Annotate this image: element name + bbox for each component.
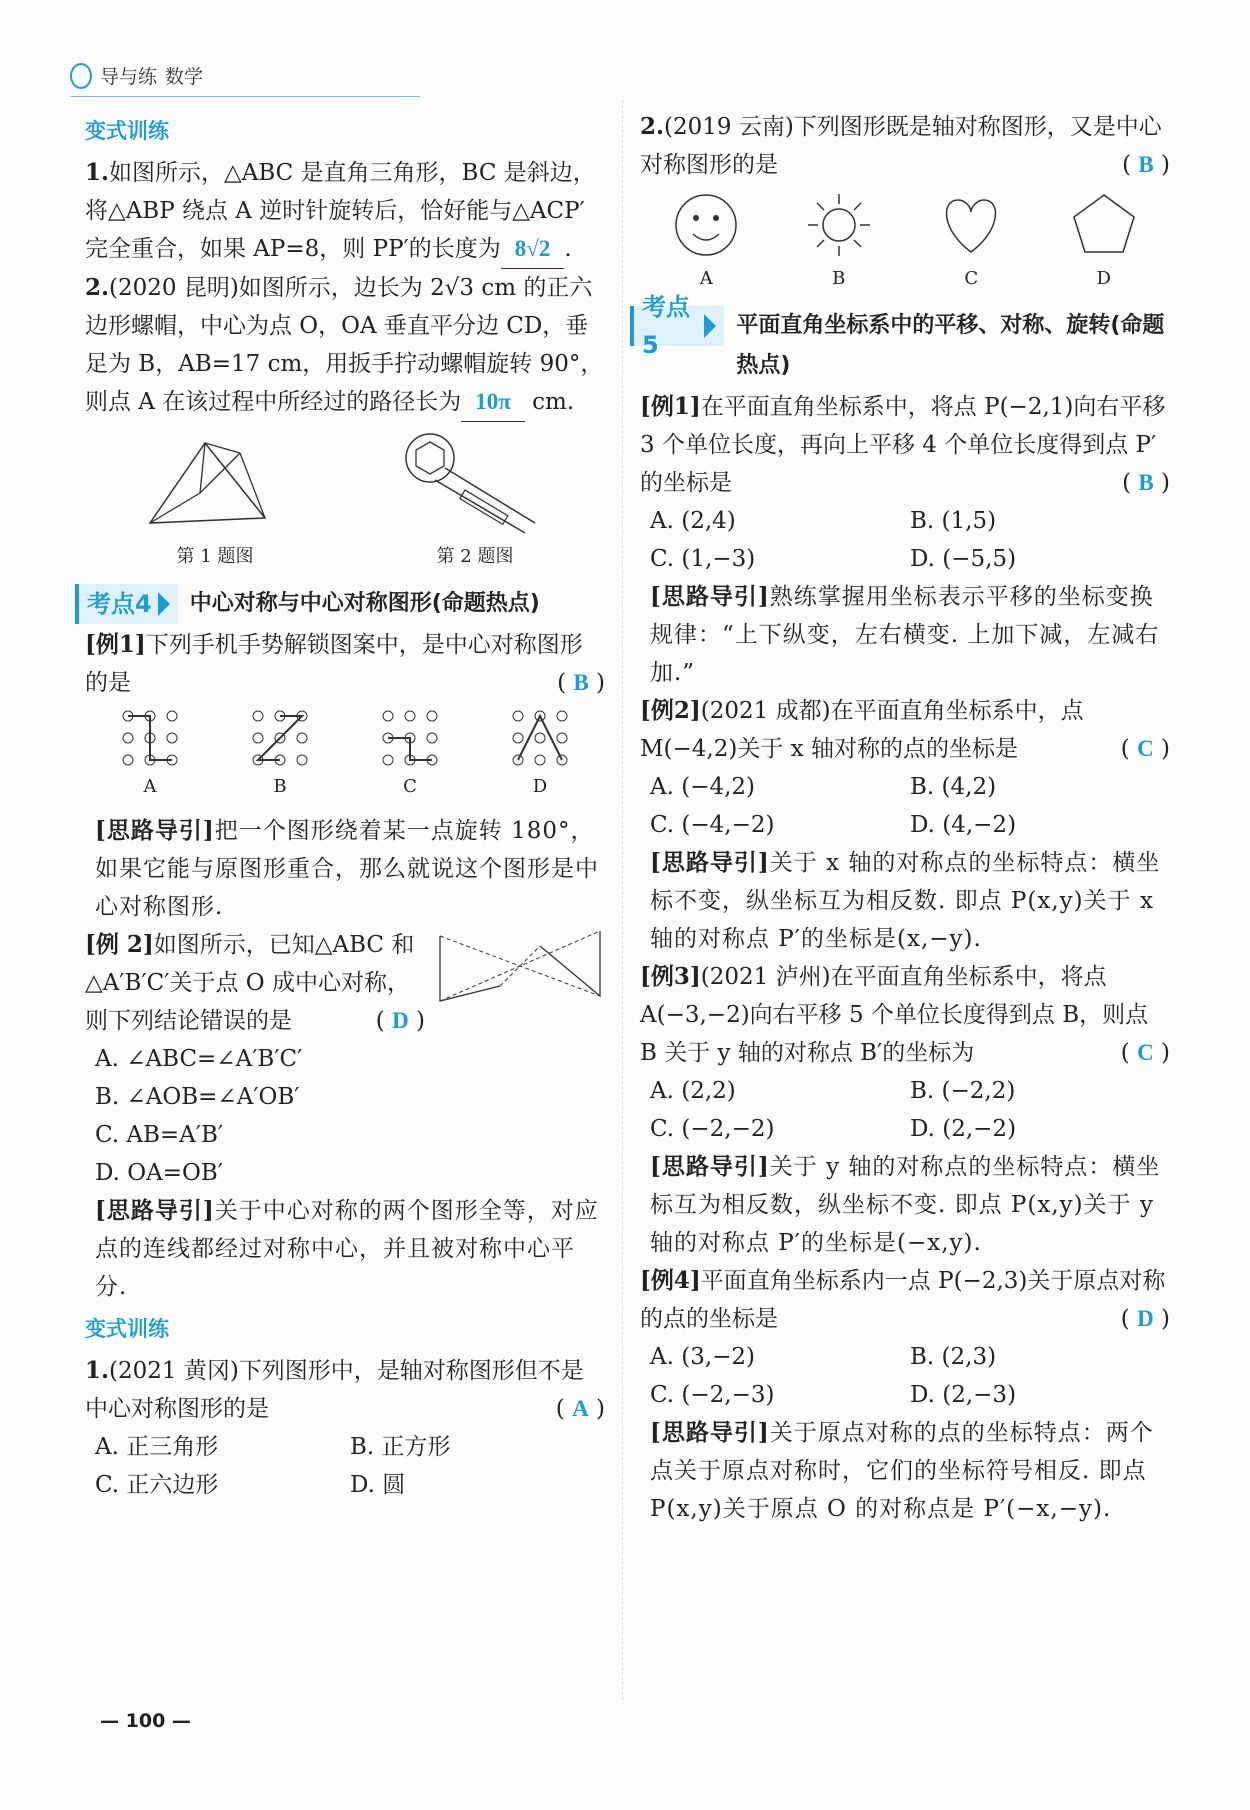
shape-option-a (671, 190, 741, 298)
central-symmetry-diagram (435, 926, 605, 1016)
example-2-wrap (85, 926, 605, 1040)
example-2-options (85, 1040, 605, 1192)
question-tail: . (564, 236, 572, 262)
section-practice-1: 变式训练 (85, 119, 169, 143)
question-1 (85, 154, 605, 269)
option: A. (2,2) (650, 1078, 736, 1104)
option: C. (−4,−2) (650, 812, 775, 838)
hint-block (640, 1148, 1170, 1262)
answer-paren: ( C ) (1120, 736, 1170, 762)
question-number: 1. (85, 1357, 110, 1384)
answer: B (1138, 152, 1154, 177)
question-text: (2019 云南)下列图形既是轴对称图形，又是中心对称图形的是 (640, 114, 1162, 178)
option: B. (4,2) (910, 774, 997, 800)
option: A. 正三角形 (95, 1434, 219, 1460)
hint-tag: [思路导引] (95, 817, 215, 844)
shape-option-row (640, 190, 1170, 298)
right-column (640, 108, 1170, 1528)
answer: 8√2 (514, 236, 551, 261)
key-point-4 (75, 584, 605, 624)
question-tail: cm. (532, 389, 575, 415)
option: A. (2,4) (650, 508, 736, 534)
answer: D (392, 1008, 409, 1033)
answer: B (1138, 470, 1154, 495)
example-text: 如图所示，已知△ABC 和△A′B′C′关于点 O 成中心对称，则下列结论错误的是 (85, 932, 415, 1034)
unlock-pattern-c (380, 708, 440, 806)
answer: 10π (475, 389, 511, 414)
practice-options (85, 1428, 605, 1504)
page-number: — 100 — (100, 1710, 191, 1732)
answer: C (1137, 736, 1154, 761)
hint-tag: [思路导引] (650, 1419, 770, 1446)
unlock-pattern-d (510, 708, 570, 806)
left-column (85, 108, 605, 1504)
answer-paren: ( D ) (375, 1008, 425, 1034)
question-number: 1. (85, 159, 110, 186)
key-point-badge (630, 293, 724, 359)
example-r4-options (640, 1338, 1170, 1414)
option: C. (1,−3) (650, 546, 756, 572)
header-rule (70, 96, 420, 97)
answer: D (1137, 1306, 1154, 1331)
pentagon-icon (1069, 190, 1139, 260)
hint-text: 关于中心对称的两个图形全等，对应点的连线都经过对称中心，并且被对称中心平分. (95, 1198, 599, 1300)
key-point-badge (75, 584, 178, 624)
example-text: (2021 泸州)在平面直角坐标系中，将点 A(−3,−2)向右平移 5 个单位长度得到点 B，则点 B 关于 y 轴的对称点 B′的坐标为 (640, 964, 1149, 1066)
key-point-badge-text: 考点5 (642, 293, 690, 359)
option: A. (−4,2) (650, 774, 756, 800)
unlock-pattern-icon (380, 708, 440, 768)
example-2 (85, 926, 425, 1040)
hint-block (640, 1414, 1170, 1528)
example-r1 (640, 388, 1170, 502)
hint-text: 关于 x 轴的对称点的坐标特点：横坐标不变，纵坐标互为相反数. 即点 P(x,y)关于 x 轴的对称点 P′的坐标是(x,−y). (650, 850, 1161, 952)
option-label: B (273, 776, 287, 797)
example-1 (85, 626, 605, 702)
key-point-5 (630, 293, 1170, 386)
unlock-pattern-b (250, 708, 310, 806)
option: D. (−5,5) (910, 546, 1017, 572)
question-text: (2020 昆明)如图所示，边长为 2√3 cm 的正六边形螺帽，中心为点 O，OA 垂直平分边 CD，垂足为 B，AB=17 cm，用扳手拧动螺帽旋转 90°，则点 A 在该过程中所经过的路径长为 (85, 275, 604, 415)
triangle-rotation-diagram (140, 428, 290, 538)
question-number: 2. (640, 113, 665, 140)
option-label: A (143, 776, 157, 797)
figure-1-caption: 第 1 题图 (176, 546, 254, 567)
example-tag: [例 2] (85, 931, 154, 958)
example-r3 (640, 958, 1170, 1072)
hint-block (640, 844, 1170, 958)
example-r1-options (640, 502, 1170, 578)
unlock-pattern-icon (250, 708, 310, 768)
hint-block (85, 1192, 605, 1306)
option: A. ∠ABC=∠A′B′C′ (95, 1046, 303, 1072)
example-text: (2021 成都)在平面直角坐标系中，点 M(−4,2)关于 x 轴对称的点的坐标是 (640, 698, 1084, 762)
section-practice-2: 变式训练 (85, 1317, 169, 1341)
smiley-face-icon (671, 190, 741, 260)
example-tag: [例4] (640, 1267, 701, 1294)
answer: B (573, 670, 589, 695)
hint-text: 把一个图形绕着某一点旋转 180°，如果它能与原图形重合，那么就说这个图形是中心对称图形. (95, 818, 599, 920)
option: A. (3,−2) (650, 1344, 756, 1370)
answer-paren: ( B ) (1122, 470, 1170, 496)
wrench-diagram (400, 428, 550, 538)
question-text: 如图所示，△ABC 是直角三角形，BC 是斜边，将△ABP 绕点 A 逆时针旋转后，恰好能与△ACP′完全重合，如果 AP=8，则 PP′的长度为 (85, 160, 596, 262)
answer: A (572, 1396, 589, 1421)
example-text: 下列手机手势解锁图案中，是中心对称图形的是 (85, 632, 583, 696)
option-label: D (1096, 268, 1111, 289)
hint-block (640, 578, 1170, 692)
key-point-title: 中心对称与中心对称图形(命题热点) (189, 591, 540, 616)
unlock-pattern-row (85, 708, 605, 806)
option: C. (−2,−3) (650, 1382, 775, 1408)
option: D. (4,−2) (910, 812, 1017, 838)
example-r3-options (640, 1072, 1170, 1148)
option-label: D (532, 776, 548, 797)
example-r2 (640, 692, 1170, 768)
arrow-right-icon (158, 592, 170, 616)
example-text: 平面直角坐标系内一点 P(−2,3)关于原点对称的点的坐标是 (640, 1268, 1166, 1332)
hint-text: 关于 y 轴的对称点的坐标特点：横坐标互为相反数，纵坐标不变. 即点 P(x,y)关于 y 轴的对称点 P′的坐标是(−x,y). (650, 1154, 1161, 1256)
option: B. (1,5) (910, 508, 997, 534)
answer-paren: ( B ) (1122, 152, 1170, 178)
practice-question-1 (85, 1352, 605, 1428)
option: B. (2,3) (910, 1344, 997, 1370)
example-r2-options (640, 768, 1170, 844)
option-label: C (964, 268, 979, 289)
unlock-pattern-icon (510, 708, 570, 768)
figure-2-caption: 第 2 题图 (436, 546, 514, 567)
shape-option-d (1069, 190, 1139, 298)
option: C. 正六边形 (95, 1472, 219, 1498)
option: D. OA=OB′ (95, 1160, 223, 1186)
figure-2 (400, 428, 550, 576)
option-label: B (832, 268, 846, 289)
figure-1 (140, 428, 290, 576)
option: C. AB=A′B′ (95, 1122, 224, 1148)
header-book: 导与练 (100, 66, 158, 88)
heart-icon (936, 190, 1006, 260)
page-number-value: 100 (125, 1710, 166, 1732)
option: C. (−2,−2) (650, 1116, 775, 1142)
answer-paren: ( B ) (557, 670, 605, 696)
hint-text: 熟练掌握用坐标表示平移的坐标变换规律：“上下纵变，左右横变. 上加下减，左减右加.” (650, 584, 1160, 686)
page-header (70, 62, 203, 89)
key-point-title: 平面直角坐标系中的平移、对称、旋转(命题热点) (736, 313, 1165, 378)
option: D. 圆 (350, 1472, 406, 1498)
option-label: A (699, 268, 713, 289)
example-tag: [例2] (640, 697, 701, 724)
example-tag: [例1] (640, 393, 701, 420)
option: D. (2,−3) (910, 1382, 1017, 1408)
example-r4 (640, 1262, 1170, 1338)
answer-paren: ( A ) (555, 1396, 605, 1422)
hint-tag: [思路导引] (650, 583, 770, 610)
option: B. 正方形 (350, 1434, 451, 1460)
hint-block (85, 812, 605, 926)
option: B. ∠AOB=∠A′OB′ (95, 1084, 300, 1110)
shape-option-c (936, 190, 1006, 298)
answer-paren: ( D ) (1120, 1306, 1170, 1332)
question-text: (2021 黄冈)下列图形中，是轴对称图形但不是中心对称图形的是 (85, 1358, 584, 1422)
arrow-right-icon (704, 314, 716, 338)
shape-option-b (804, 190, 874, 298)
example-text: 在平面直角坐标系中，将点 P(−2,1)向右平移 3 个单位长度，再向上平移 4 个单位长度得到点 P′的坐标是 (640, 394, 1166, 496)
question-2-right (640, 108, 1170, 184)
sun-icon (804, 190, 874, 260)
unlock-pattern-icon (120, 708, 180, 768)
hint-text: 关于原点对称的点的坐标特点：两个点关于原点对称时，它们的坐标符号相反. 即点 P(x,y)关于原点 O 的对称点是 P′(−x,−y). (650, 1420, 1154, 1522)
question-number: 2. (85, 274, 110, 301)
hint-tag: [思路导引] (650, 1153, 770, 1180)
option: B. (−2,2) (910, 1078, 1016, 1104)
hint-tag: [思路导引] (650, 849, 770, 876)
option: D. (2,−2) (910, 1116, 1017, 1142)
hint-tag: [思路导引] (95, 1197, 215, 1224)
question-2 (85, 269, 605, 422)
book-logo-icon (70, 63, 92, 89)
answer-paren: ( C ) (1120, 1040, 1170, 1066)
unlock-pattern-a (120, 708, 180, 806)
answer: C (1137, 1040, 1154, 1065)
option-label: C (403, 776, 417, 797)
figure-row-1-2 (85, 428, 605, 576)
column-divider (622, 100, 623, 1700)
example-tag: [例1] (85, 631, 146, 658)
key-point-badge-text: 考点4 (87, 590, 152, 618)
example-tag: [例3] (640, 963, 701, 990)
header-subject: 数学 (165, 66, 204, 88)
